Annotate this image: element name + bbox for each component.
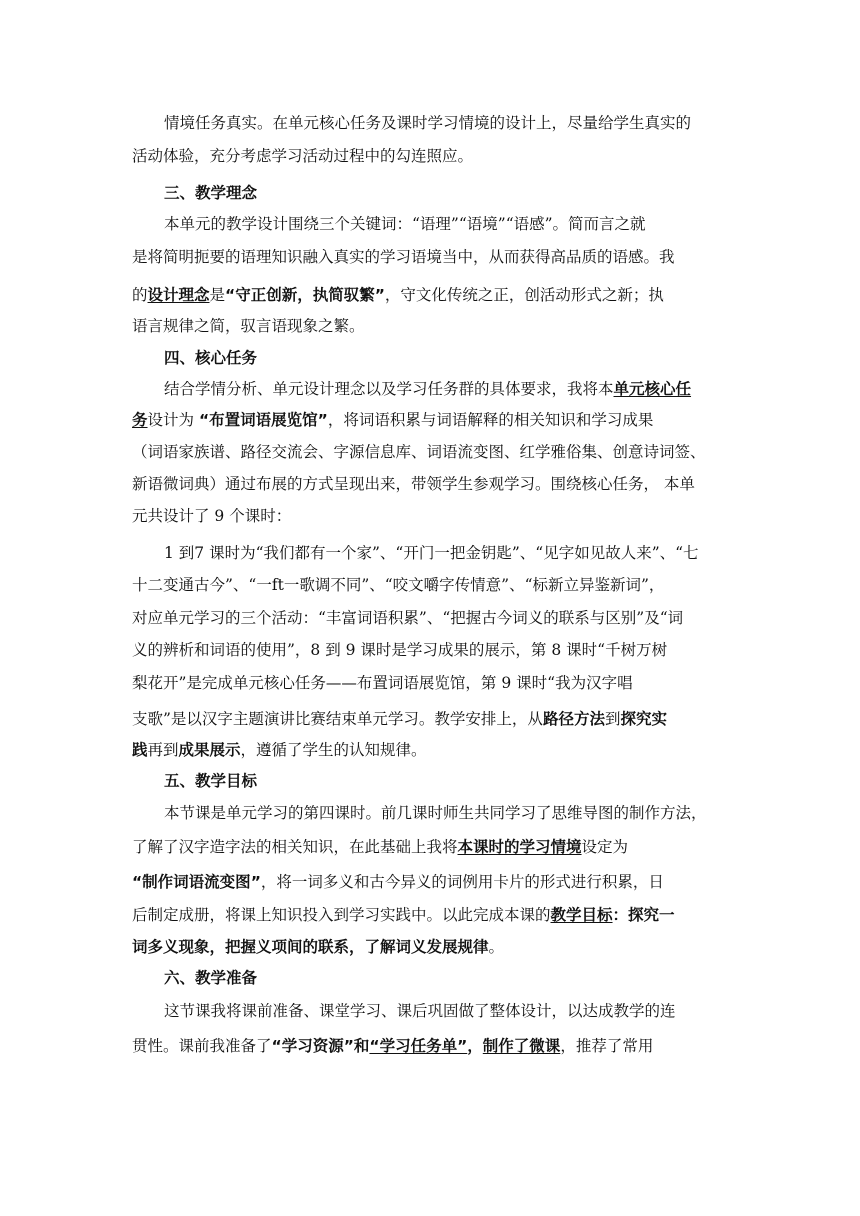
paragraph-line: 梨花开”是完成单元核心任务——布置词语展览馆，第 9 课时“我为汉字唱 [132,674,633,692]
paragraph-line: 1 到7 课时为“我们都有一个家”、“开门一把金钥匙”、“见字如见故人来”、“七 [164,544,699,562]
emphasis-text: 践 [132,741,148,759]
paragraph-line: 新语微词典）通过布展的方式呈现出来，带领学生参观学习。围绕核心任务， 本单 [132,475,695,493]
emphasis-text: ， [467,1037,483,1055]
section-heading-philosophy: 三、教学理念 [164,184,258,202]
emphasis-text: 和 [353,1037,370,1055]
paragraph-line: 情境任务真实。在单元核心任务及课时学习情境的设计上，尽量给学生真实的 [164,114,692,132]
emphasis-text: “学习任务单” [369,1037,468,1055]
emphasis-text: 单元核心任 [613,380,692,398]
paragraph-line: 是将简明扼要的语理知识融入真实的学习语境当中，从而获得高品质的语感。我 [132,248,675,266]
emphasis-text: 制作了微课 [482,1037,561,1055]
emphasis-text: “制作词语流变图” [132,873,261,891]
emphasis-text: “守正创新，执简驭繁” [225,286,385,304]
emphasis-text: “布置词语展览馆” [198,411,328,429]
section-heading-objectives: 五、教学目标 [164,772,258,790]
paragraph-line: 十二变通古今”、“一ft一歌调不同”、“咬文嚼字传情意”、“标新立异鉴新词”， [132,576,665,594]
paragraph-line: （词语家族谱、路径交流会、字源信息库、词语流变图、红学雅俗集、创意诗词签、 [132,443,706,461]
paragraph-line: 贯性。课前我准备了“学习资源”和“学习任务单”，制作了微课，推荐了常用 [132,1037,654,1055]
paragraph-line: 了解了汉字造字法的相关知识，在此基础上我将本课时的学习情境设定为 [132,838,629,856]
paragraph-line: 后制定成册，将课上知识投入到学习实践中。以此完成本课的教学目标：探究一 [132,906,675,924]
paragraph-line: 践再到成果展示，遵循了学生的认知规律。 [132,741,427,759]
paragraph-line: 本单元的教学设计围绕三个关键词：“语理”“语境”“语感”。简而言之就 [164,215,646,233]
paragraph-line: 义的辨析和词语的使用”，8 到 9 课时是学习成果的展示，第 8 课时“千树万树 [132,641,668,659]
emphasis-text: 词多义现象，把握义项间的联系，了解词义发展规律 [132,938,489,956]
paragraph-line: 活动体验，充分考虑学习活动过程中的勾连照应。 [132,147,474,165]
paragraph-line: 词多义现象，把握义项间的联系，了解词义发展规律。 [132,938,505,956]
paragraph-line: 的设计理念是“守正创新，执简驭繁”，守文化传统之正，创活动形式之新；执 [132,286,664,304]
emphasis-text: 成果展示 [178,741,241,759]
emphasis-text: 探究实 [620,710,667,728]
paragraph-line: 这节课我将课前准备、课堂学习、课后巩固做了整体设计，以达成教学的连 [164,1002,676,1020]
paragraph-line: 结合学情分析、单元设计理念以及学习任务群的具体要求，我将本单元核心任 [164,380,692,398]
paragraph-line: “制作词语流变图”，将一词多义和古今异义的词例用卡片的形式进行积累，日 [132,873,664,891]
paragraph-line: 语言规律之简，驭言语现象之繁。 [132,317,365,335]
paragraph-line: 支歌”是以汉字主题演讲比赛结束单元学习。教学安排上，从路径方法到探究实 [132,710,667,728]
emphasis-text: 教学目标 [550,906,613,924]
emphasis-text: 设计理念 [147,286,210,304]
section-heading-core-task: 四、核心任务 [164,349,258,367]
emphasis-text: “学习资源” [271,1037,354,1055]
paragraph-line: 元共设计了 9 个课时： [132,507,292,525]
paragraph-line: 本节课是单元学习的第四课时。前几课时师生共同学习了思维导图的制作方法， [164,804,707,822]
section-heading-preparation: 六、教学准备 [164,969,258,987]
paragraph-line: 务设计为 “布置词语展览馆”，将词语积累与词语解释的相关知识和学习成果 [132,411,654,429]
emphasis-text: 本课时的学习情境 [457,838,582,856]
emphasis-text: 务 [132,411,148,429]
emphasis-text: 路径方法 [542,710,605,728]
paragraph-line: 对应单元学习的三个活动：“丰富词语积累”、“把握古今词义的联系与区别”及“词 [132,609,684,627]
emphasis-text: ：探究一 [612,906,675,924]
